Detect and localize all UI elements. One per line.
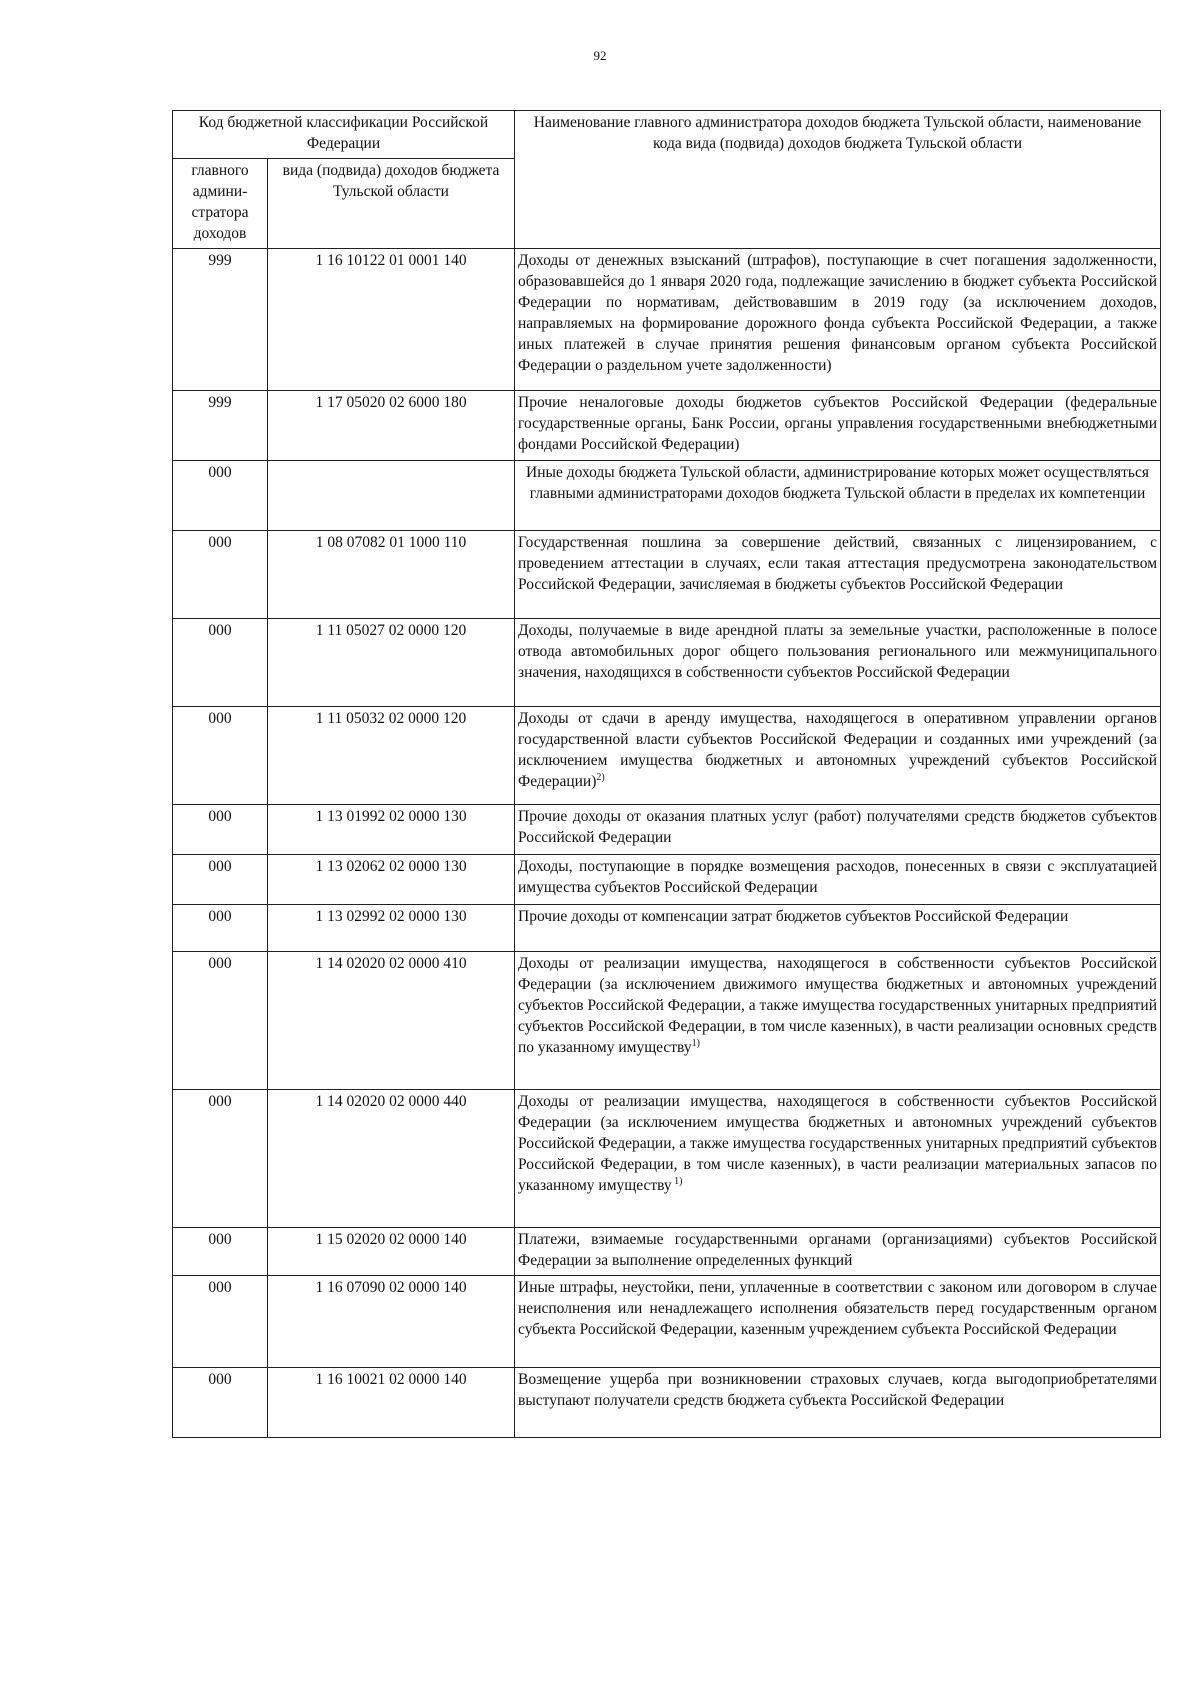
- income-name-text: Доходы от реализации имущества, находящегося в собственности субъектов Российской Федерации (за исключением имущества бюджетных и автономных учреждений субъектов Российской Федерации, а также имущества государственных унитарных предприятий субъектов Российской Федерации, в том числе казенных), в части реализации материальных запасов по указанному имуществу: [518, 1093, 1158, 1194]
- footnote-marker: 1): [691, 1038, 700, 1049]
- table-row: [173, 1090, 1161, 1228]
- income-name-cell: [515, 1276, 1161, 1368]
- income-name-text: Доходы от денежных взысканий (штрафов), поступающие в счет погашения задолженности, образовавшейся до 1 января 2020 года, подлежащие зачислению в бюджет субъекта Российской Федерации по нормативам, действовавшим в 2019 году (за исключением доходов, направляемых на формирование дорожного фонда субъекта Российской Федерации, а также иных платежей в случае принятия решения финансовым органом субъекта Российской Федерации о раздельном учете задолженности): [518, 252, 1158, 374]
- table-row: [173, 619, 1161, 707]
- admin-column-header: главного админи-стратора доходов: [173, 159, 268, 249]
- income-code-cell: 1 14 02020 02 0000 410: [268, 952, 515, 1090]
- admin-code-cell: 000: [173, 707, 268, 805]
- income-name-cell: [515, 1090, 1161, 1228]
- table-row: [173, 707, 1161, 805]
- table-row: [173, 531, 1161, 619]
- table-row: [173, 391, 1161, 461]
- table-row: [173, 905, 1161, 952]
- income-code-cell: 1 11 05032 02 0000 120: [268, 707, 515, 805]
- income-code-cell: 1 08 07082 01 1000 110: [268, 531, 515, 619]
- income-name-cell: [515, 905, 1161, 952]
- budget-classification-table: [172, 110, 1161, 1438]
- income-code-cell: 1 16 10122 01 0001 140: [268, 249, 515, 391]
- admin-code-cell: 000: [173, 855, 268, 905]
- admin-code-cell: 000: [173, 619, 268, 707]
- income-code-cell: 1 13 02062 02 0000 130: [268, 855, 515, 905]
- admin-code-cell: 000: [173, 1090, 268, 1228]
- income-name-cell: [515, 855, 1161, 905]
- income-name-text: Прочие доходы от оказания платных услуг (работ) получателями средств бюджетов субъектов Российской Федерации: [518, 808, 1158, 846]
- income-code-cell: 1 11 05027 02 0000 120: [268, 619, 515, 707]
- table-row: [173, 1368, 1161, 1438]
- income-name-cell: [515, 461, 1161, 531]
- name-column-header: Наименование главного администратора доходов бюджета Тульской области, наименование кода вида (подвида) доходов бюджета Тульской области: [515, 111, 1161, 249]
- income-name-text: Платежи, взимаемые государственными органами (организациями) субъектов Российской Федерации за выполнение определенных функций: [518, 1231, 1158, 1269]
- income-name-cell: [515, 1368, 1161, 1438]
- admin-code-cell: 999: [173, 391, 268, 461]
- income-name-text: Прочие доходы от компенсации затрат бюджетов субъектов Российской Федерации: [518, 908, 1069, 925]
- income-name-cell: [515, 531, 1161, 619]
- income-code-cell: 1 16 07090 02 0000 140: [268, 1276, 515, 1368]
- admin-code-cell: 000: [173, 461, 268, 531]
- table-row: [173, 1228, 1161, 1276]
- income-name-text: Возмещение ущерба при возникновении страховых случаев, когда выгодоприобретателями выступают получатели средств бюджета субъекта Российской Федерации: [518, 1371, 1158, 1409]
- table-row: [173, 1276, 1161, 1368]
- admin-code-cell: 000: [173, 905, 268, 952]
- income-name-text: Иные штрафы, неустойки, пени, уплаченные в соответствии с законом или договором в случае неисполнения или ненадлежащего исполнения обязательств перед государственным органом субъекта Российской Федерации, казенным учреждением субъекта Российской Федерации: [518, 1279, 1158, 1338]
- admin-code-cell: 000: [173, 1368, 268, 1438]
- income-name-cell: [515, 391, 1161, 461]
- table-row: [173, 855, 1161, 905]
- income-name-cell: [515, 952, 1161, 1090]
- income-name-cell: [515, 1228, 1161, 1276]
- income-code-cell: 1 13 02992 02 0000 130: [268, 905, 515, 952]
- table-header-row: [173, 111, 1161, 159]
- income-name-text: Иные доходы бюджета Тульской области, администрирование которых может осуществляться главными администраторами доходов бюджета Тульской области в пределах их компетенции: [526, 464, 1149, 502]
- income-name-cell: [515, 619, 1161, 707]
- table-row: [173, 805, 1161, 855]
- footnote-marker: 2): [596, 772, 605, 783]
- income-name-text: Доходы, поступающие в порядке возмещения расходов, понесенных в связи с эксплуатацией имущества субъектов Российской Федерации: [518, 858, 1158, 896]
- income-name-cell: [515, 707, 1161, 805]
- code-column-header: вида (подвида) доходов бюджета Тульской области: [268, 159, 515, 249]
- table-body: [173, 249, 1161, 1438]
- code-group-header: Код бюджетной классификации Российской Федерации: [173, 111, 515, 159]
- table-row: [173, 249, 1161, 391]
- income-code-cell: 1 15 02020 02 0000 140: [268, 1228, 515, 1276]
- income-name-text: Доходы, получаемые в виде арендной платы за земельные участки, расположенные в полосе отвода автомобильных дорог общего пользования регионального или межмуниципального значения, находящихся в собственности субъектов Российской Федерации: [518, 622, 1158, 681]
- table-row: [173, 461, 1161, 531]
- income-name-text: Прочие неналоговые доходы бюджетов субъектов Российской Федерации (федеральные государственные органы, Банк России, органы управления государственными внебюджетными фондами Российской Федерации): [518, 394, 1158, 453]
- income-name-text: Государственная пошлина за совершение действий, связанных с лицензированием, с проведением аттестации в случаях, если такая аттестация предусмотрена законодательством Российской Федерации, зачисляемая в бюджеты субъектов Российской Федерации: [518, 534, 1158, 593]
- admin-code-cell: 000: [173, 952, 268, 1090]
- income-code-cell: [268, 461, 515, 531]
- table-row: [173, 952, 1161, 1090]
- income-name-cell: [515, 805, 1161, 855]
- page-number: 92: [593, 48, 607, 63]
- income-code-cell: 1 17 05020 02 6000 180: [268, 391, 515, 461]
- income-code-cell: 1 16 10021 02 0000 140: [268, 1368, 515, 1438]
- income-name-cell: [515, 249, 1161, 391]
- admin-code-cell: 000: [173, 1228, 268, 1276]
- income-name-text: Доходы от реализации имущества, находящегося в собственности субъектов Российской Федерации (за исключением движимого имущества бюджетных и автономных учреждений субъектов Российской Федерации, а также имущества государственных унитарных предприятий субъектов Российской Федерации, в том числе казенных), в части реализации основных средств по указанному имуществу: [518, 955, 1158, 1056]
- income-code-cell: 1 13 01992 02 0000 130: [268, 805, 515, 855]
- income-name-text: Доходы от сдачи в аренду имущества, находящегося в оперативном управлении органов государственной власти субъектов Российской Федерации и созданных ими учреждений (за исключением имущества бюджетных и автономных учреждений субъектов Российской Федерации): [518, 710, 1158, 790]
- admin-code-cell: 000: [173, 531, 268, 619]
- admin-code-cell: 999: [173, 249, 268, 391]
- footnote-marker: 1): [671, 1176, 683, 1187]
- income-code-cell: 1 14 02020 02 0000 440: [268, 1090, 515, 1228]
- admin-code-cell: 000: [173, 1276, 268, 1368]
- admin-code-cell: 000: [173, 805, 268, 855]
